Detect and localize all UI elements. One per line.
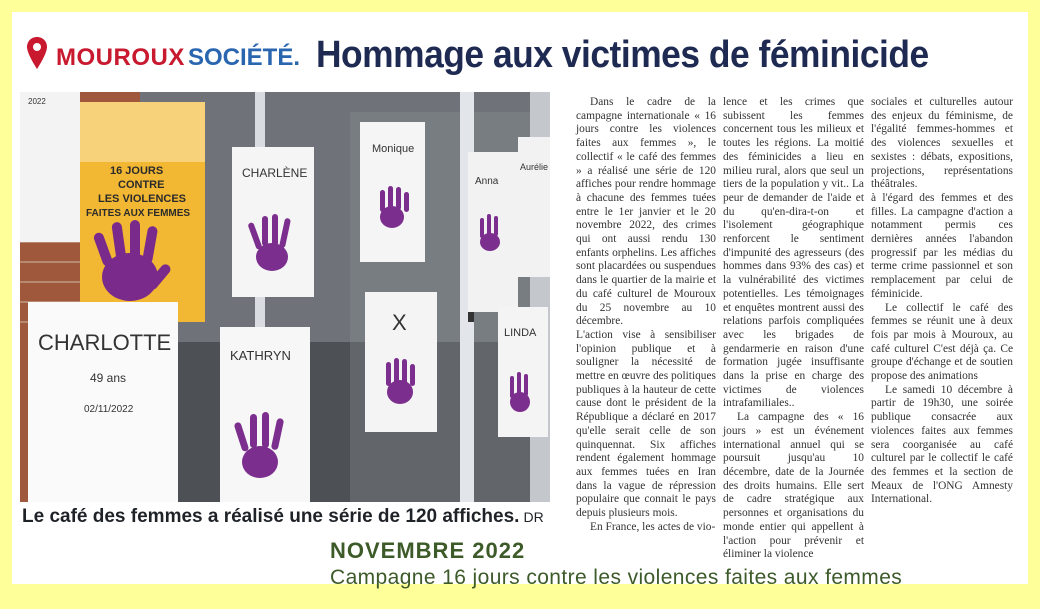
caption-text: Le café des femmes a réalisé une série de 120 affiches. xyxy=(22,506,520,527)
footer-date: NOVEMBRE 2022 xyxy=(330,538,526,563)
article-header xyxy=(12,30,1028,82)
poster-campaign-line3: LES VIOLENCES xyxy=(98,193,187,205)
poster-date-charlotte: 02/11/2022 xyxy=(84,404,134,415)
article-paragraph: Dans le cadre de la campagne internationale « 16 jours contre les violences faites aux femmes », le collectif « le café des femmes » a réalisé une série de 120 affiches pour rendre hommage à chacune des femmes tuées entre le 1er janvier et le 20 novembre 2022, des crimes qui ont aussi rendu 130 enfants orphelins. Les affiches sont placardées ou suspendues dans le quartier de la mairie et du café culturel de Mouroux du 25 novembre au 10 décembre. xyxy=(576,96,716,328)
map-pin-icon xyxy=(26,36,48,70)
article-column-1 xyxy=(576,96,716,535)
article-paragraph: La campagne des « 16 jours » est un événement international annuel qui se poursuit jusqu'au 10 décembre, date de la Journée des droits humains. Elle sert de cadre stratégique aux personnes et organisations du monde entier qui appellent à l'action pour prévenir et éliminer la violence xyxy=(723,411,864,561)
rubric-label: SOCIÉTÉ. xyxy=(188,44,301,71)
article-paragraph: Le collectif le café des femmes se réunit une à deux fois par mois à Mouroux, au café culturel C'est déjà ça. Ce groupe d'échange et de soutien propose des animations xyxy=(871,301,1013,383)
article-paragraph: En France, les actes de vio- xyxy=(590,520,716,533)
article-paragraph: L'action vise à sensibiliser l'opinion publique et à souligner la nécessité de mettre en œuvre des politiques publiques à la hauteur de cette cause dont le président de la République a déclaré en 2017 qu'elle serait celle de son quinquennat. Six affiches rendent également hommage aux femmes tuées en Iran dans la vague de répression populaire que connait le pays depuis plusieurs mois. xyxy=(576,328,716,520)
handprint-icon xyxy=(510,372,530,412)
poster-name-charlotte: CHARLOTTE xyxy=(38,330,172,355)
poster-name-kathryn: KATHRYN xyxy=(230,348,291,363)
article-photo xyxy=(20,92,550,502)
poster-name-aurelie: Aurélie xyxy=(520,162,549,172)
newspaper-clipping xyxy=(12,12,1028,584)
poster-top-left xyxy=(20,92,80,242)
poster-name-x: X xyxy=(392,310,407,335)
article-paragraph: lence et les crimes que subissent les femmes concernent tous les milieux et toutes les régions. La moitié des féminicides a lieu en milieu rural, alors que seul un tiers de la population y vit.. La peur de demander de l'aide et du qu'en-dira-t-on et l'isolement géographique renforcent le sentiment d'impunité des agresseurs (des hommes dans 93% des cas) et la vulnérabilité des victimes potentielles. Les témoignages et enquêtes montrent aussi des relations parfois compliquées avec les brigades de gendarmerie en raison d'une formation jugée insuffisante dans la prise en charge des victimes de violences intrafamiliales.. xyxy=(723,96,864,410)
photo-caption xyxy=(22,506,544,528)
poster-date-text: 2022 xyxy=(28,97,46,106)
poster-campaign-line2: CONTRE xyxy=(118,179,165,191)
poster-campaign-line4: FAITES AUX FEMMES xyxy=(86,208,191,219)
handprint-icon xyxy=(480,214,500,251)
poster-aurelie xyxy=(518,137,550,277)
article-paragraph: à l'égard des femmes et des filles. La campagne d'action a notamment permis ces dernières années l'abandon progressif par les médias du terme crime passionnel et son remplacement par celui de féminicide. xyxy=(871,191,1013,300)
article-paragraph: Le samedi 10 décembre à partir de 19h30, une soirée publique consacrée aux violences faites aux femmes sera coorganisée au café culturel par le collectif le café des femmes et la section de Meaux de l'ONG Amnesty International. xyxy=(871,383,1013,506)
poster-name-anna: Anna xyxy=(475,176,499,187)
article-headline: Hommage aux victimes de féminicide xyxy=(316,34,929,76)
poster-age-charlotte: 49 ans xyxy=(90,371,127,385)
article-column-3 xyxy=(871,96,1013,507)
poster-name-linda: LINDA xyxy=(504,327,537,339)
photo-illustration xyxy=(20,92,550,502)
article-paragraph: sociales et culturelles autour des enjeux du féminisme, de l'égalité femmes-hommes et des violences sexuelles et sexistes : débats, expositions, projections, représentations théâtrales. xyxy=(871,96,1013,191)
poster-name-charlene: CHARLÈNE xyxy=(242,166,308,180)
footer-campaign: Campagne 16 jours contre les violences faites aux femmes xyxy=(330,566,903,589)
poster-name-monique: Monique xyxy=(372,143,415,155)
photo-credit: DR xyxy=(523,509,544,525)
poster-campaign-line1: 16 JOURS xyxy=(110,165,164,177)
article-column-2 xyxy=(723,96,864,562)
city-label: MOUROUX xyxy=(56,44,185,71)
